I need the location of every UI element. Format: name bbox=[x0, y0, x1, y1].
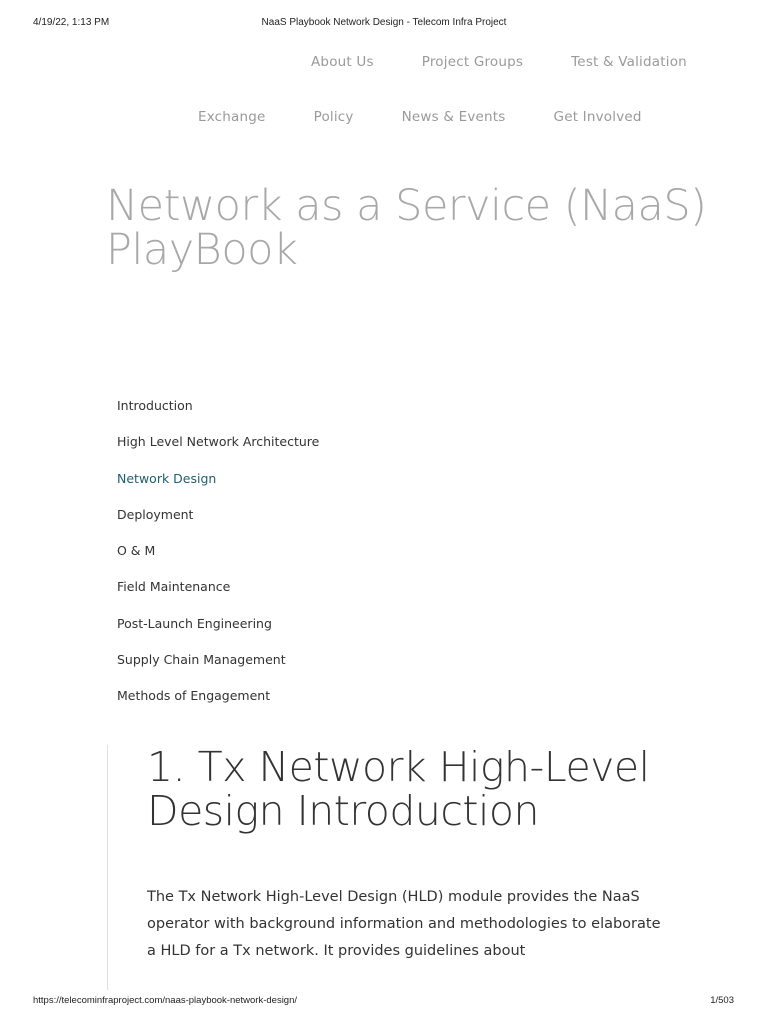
toc-item-supply-chain-management[interactable]: Supply Chain Management bbox=[117, 652, 286, 668]
toc-item-deployment[interactable]: Deployment bbox=[117, 506, 194, 522]
print-header-title: NaaS Playbook Network Design - Telecom Infra Project bbox=[261, 17, 507, 28]
print-footer-url: https://telecominfraproject.com/naas-playbook-network-design/ bbox=[33, 995, 298, 1006]
nav-link-project-groups[interactable]: Project Groups bbox=[421, 54, 524, 70]
toc-item-post-launch-engineering[interactable]: Post-Launch Engineering bbox=[117, 615, 272, 631]
page-title: Network as a Service (NaaS) PlayBook bbox=[106, 181, 707, 275]
nav-link-news-events[interactable]: News & Events bbox=[401, 109, 506, 125]
section-heading: 1. Tx Network High-Level Design Introduction bbox=[147, 743, 650, 835]
toc-item-introduction[interactable]: Introduction bbox=[117, 398, 193, 413]
playbook-toc bbox=[117, 396, 319, 723]
print-footer-page-number: 1/503 bbox=[710, 995, 734, 1006]
top-nav-secondary bbox=[198, 109, 642, 125]
print-header-datetime: 4/19/22, 1:13 PM bbox=[33, 17, 110, 28]
nav-link-get-involved[interactable]: Get Involved bbox=[553, 109, 642, 125]
nav-link-exchange[interactable]: Exchange bbox=[198, 109, 266, 125]
toc-item-methods-of-engagement[interactable]: Methods of Engagement bbox=[117, 688, 271, 704]
nav-link-policy[interactable]: Policy bbox=[313, 109, 354, 125]
toc-item-field-maintenance[interactable]: Field Maintenance bbox=[117, 579, 231, 595]
toc-item-high-level-network-architecture[interactable]: High Level Network Architecture bbox=[117, 434, 320, 450]
nav-link-test-validation[interactable]: Test & Validation bbox=[571, 54, 687, 70]
top-nav-primary bbox=[311, 54, 687, 70]
section-body-text: The Tx Network High-Level Design (HLD) module provides the NaaS operator with background information and methodologies to elaborate a HLD for a Tx network. It provides guidelines about bbox=[147, 889, 661, 959]
toc-item-network-design[interactable]: Network Design bbox=[117, 470, 217, 486]
toc-item-o-and-m[interactable]: O & M bbox=[117, 543, 156, 559]
content-divider bbox=[107, 745, 108, 990]
nav-link-about-us[interactable]: About Us bbox=[311, 54, 374, 70]
